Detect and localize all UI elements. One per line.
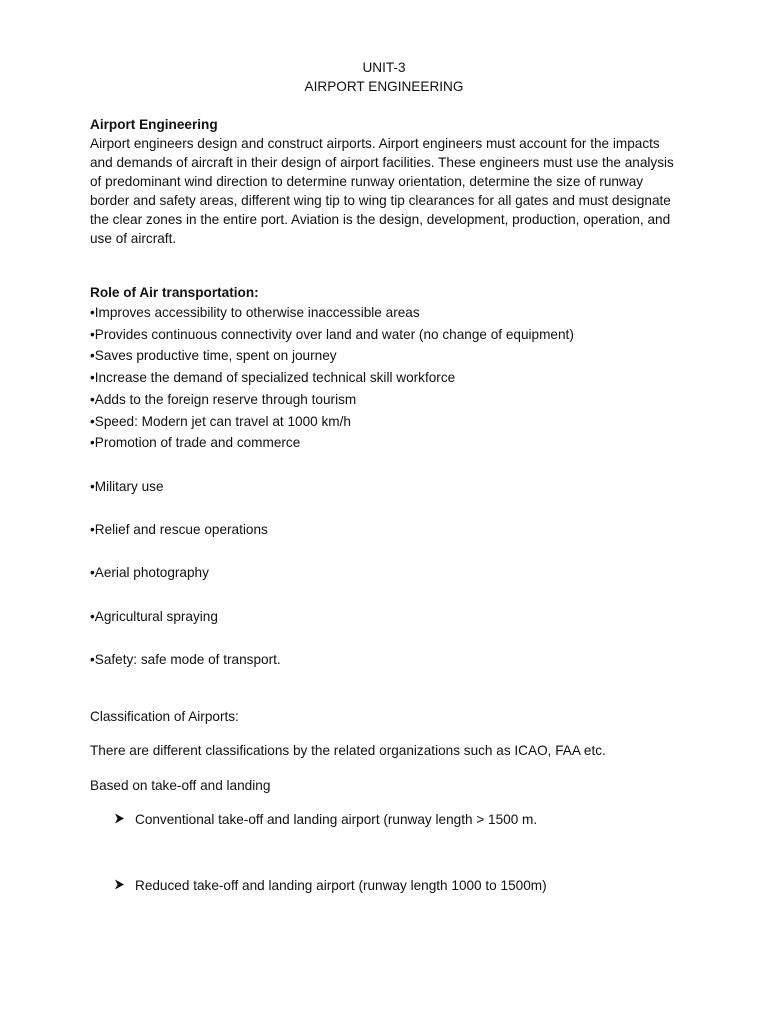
- classification-list: [90, 810, 680, 896]
- list-item: •Relief and rescue operations: [90, 522, 268, 537]
- arrow-bullet-icon: [114, 811, 135, 830]
- bullet-icon: •: [90, 565, 95, 581]
- intro-paragraph: Airport engineers design and construct airports. Airport engineers must account for the impacts and demands of aircraft in their design of airport facilities. These engineers must use the analysis of predominant wind direction to determine runway orientation, determine the size of runway border and safety areas, different wing tip to wing tip clearances for all gates and must designate the clear zones in the entire port. Aviation is the design, development, production, operation, and use of aircraft.: [90, 136, 674, 246]
- list-item: •Saves productive time, spent on journey: [90, 348, 337, 364]
- bullet-icon: •: [90, 652, 95, 668]
- intro-section: [90, 115, 680, 248]
- bullet-icon: •: [90, 413, 95, 429]
- bullet-icon: •: [90, 522, 95, 537]
- list-item: •Promotion of trade and commerce: [90, 435, 301, 451]
- list-item: Reduced take-off and landing airport (runway length 1000 to 1500m): [90, 876, 680, 896]
- bullet-icon: •: [90, 305, 95, 320]
- unit-label: UNIT-3: [362, 60, 406, 75]
- classification-basis: Based on take-off and landing: [90, 778, 271, 793]
- role-list: [90, 302, 680, 671]
- bullet-icon: •: [90, 370, 95, 386]
- bullet-icon: •: [90, 478, 95, 494]
- role-section: [90, 283, 680, 671]
- list-item: •Adds to the foreign reserve through tourism: [90, 391, 357, 407]
- list-item: Conventional take-off and landing airport (runway length > 1500 m.: [90, 810, 680, 830]
- classification-sentence: There are different classifications by the related organizations such as ICAO, FAA etc.: [90, 743, 606, 758]
- list-item: •Safety: safe mode of transport.: [90, 652, 281, 668]
- page-title: AIRPORT ENGINEERING: [304, 79, 464, 94]
- intro-heading: Airport Engineering: [90, 117, 218, 132]
- classification-heading: Classification of Airports:: [90, 709, 239, 724]
- list-item: •Improves accessibility to otherwise inaccessible areas: [90, 305, 420, 320]
- list-item: •Agricultural spraying: [90, 608, 218, 624]
- list-item: •Provides continuous connectivity over land and water (no change of equipment): [90, 326, 574, 342]
- list-item: •Increase the demand of specialized technical skill workforce: [90, 370, 456, 386]
- list-item: •Military use: [90, 478, 164, 494]
- list-item: •Aerial photography: [90, 565, 209, 581]
- list-item: •Speed: Modern jet can travel at 1000 km/h: [90, 413, 351, 429]
- bullet-icon: •: [90, 326, 95, 342]
- role-heading: Role of Air transportation:: [90, 285, 259, 300]
- bullet-icon: •: [90, 435, 95, 451]
- bullet-icon: •: [90, 348, 95, 364]
- bullet-icon: •: [90, 391, 95, 407]
- arrow-bullet-icon: [114, 877, 135, 896]
- bullet-icon: •: [90, 608, 95, 624]
